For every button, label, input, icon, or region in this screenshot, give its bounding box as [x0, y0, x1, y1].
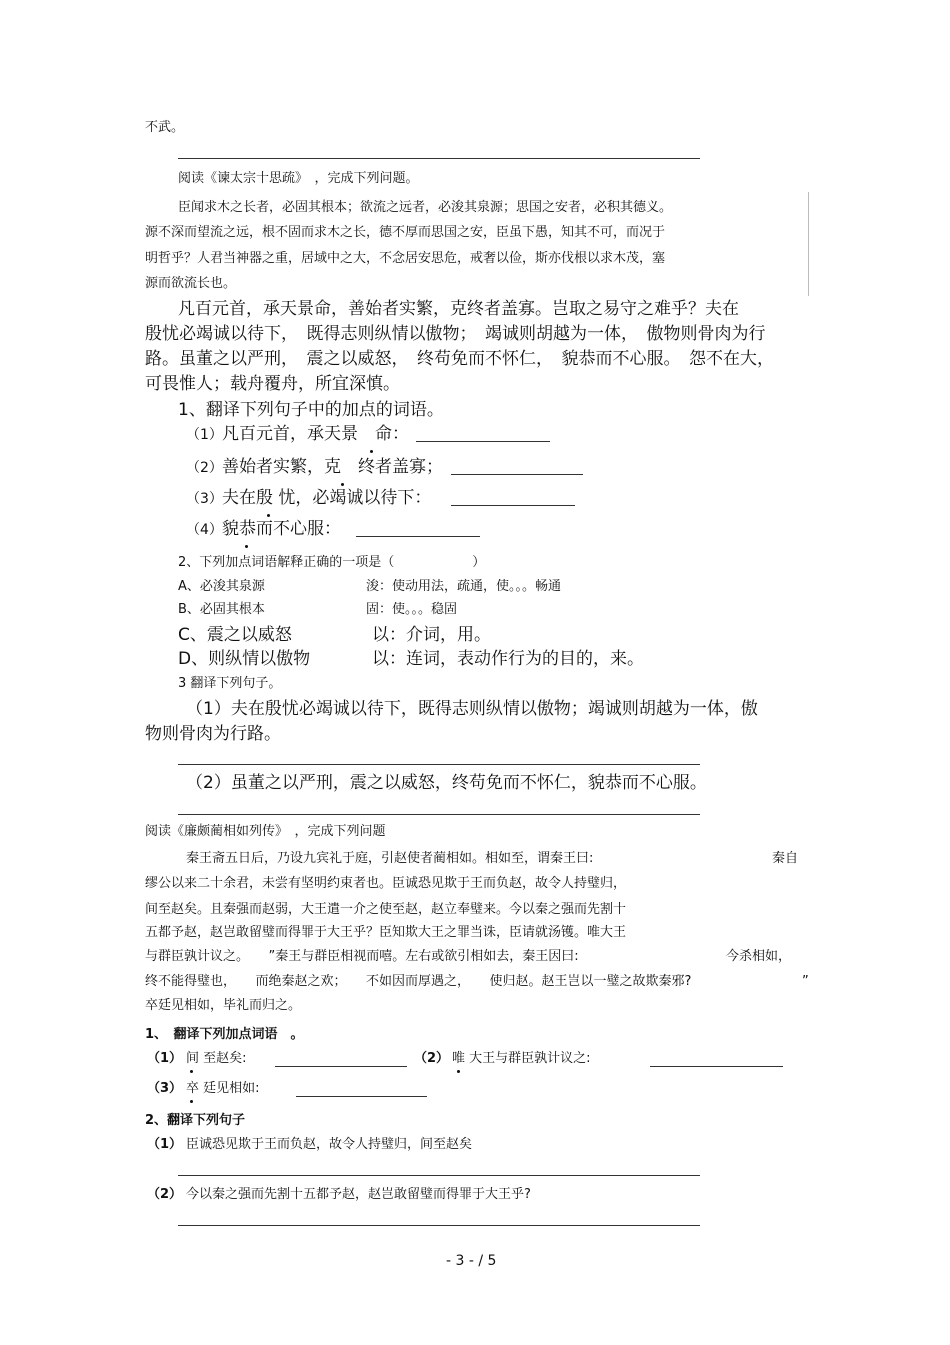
page-number: - 3 - / 5	[446, 1253, 497, 1269]
option-explain: 浚：使动用法，疏通，使。。。畅通	[366, 579, 562, 594]
emphasis-dot	[267, 514, 270, 517]
question-title: 2、翻译下列句子	[145, 1113, 246, 1128]
passage2-line: 与群臣孰计议之。 ”秦王与群臣相视而嘻。左右或欲引相如去，秦王因曰:	[145, 949, 579, 964]
passage1-small-line: 源不深而望流之远，根不固而求木之长，德不厚而思国之安，臣虽下愚，知其不可，而况于	[145, 225, 666, 240]
question-item: 臣诚恐见欺于王而负赵，故令人持璧归，间至赵矣	[186, 1137, 473, 1152]
question-item: 善始者实繁，克 终者盖寡；	[222, 457, 443, 477]
emphasis-dot	[190, 1100, 193, 1103]
emphasis-dot	[190, 1070, 193, 1073]
passage2-intro: 阅读《廉颇蔺相如列传》 ，完成下列问题	[145, 824, 386, 839]
question-item: （2）虽董之以严刑，震之以威怒，终苟免而不怀仁，貌恭而不心服。	[186, 773, 707, 793]
answer-line[interactable]	[178, 814, 700, 815]
passage1-intro: 阅读《谏太宗十思疏》 ，完成下列问题。	[178, 171, 419, 186]
passage1-small-line: 源而欲流长也。	[145, 276, 237, 291]
option-label: B、必固其根本	[178, 602, 265, 617]
option-explain: 固：使。。。稳固	[366, 602, 458, 617]
passage2-line-right: 秦自	[772, 851, 799, 866]
question-item: 今以秦之强而先割十五都予赵，赵岂敢留璧而得罪于大王乎?	[186, 1187, 531, 1202]
answer-line[interactable]	[178, 1175, 700, 1176]
answer-line	[178, 158, 700, 159]
question-number: （2）	[147, 1187, 183, 1202]
carryover-text: 不武。	[145, 120, 185, 135]
question-number: （1）	[147, 1137, 183, 1152]
question-item: （1）夫在殷忧必竭诚以待下，既得志则纵情以傲物；竭诚则胡越为一体，傲	[186, 699, 758, 719]
question-number: （2）	[414, 1051, 450, 1066]
question-item: 唯 大王与群臣孰计议之:	[452, 1051, 591, 1066]
passage2-line: 缪公以来二十余君，未尝有坚明约束者也。臣诚恐见欺于王而负赵，故令人持璧归，	[145, 876, 627, 891]
answer-line[interactable]	[178, 764, 700, 765]
option-label: A、必浚其泉源	[178, 579, 265, 594]
margin-rule	[808, 192, 809, 296]
passage1-large-line: 可畏惟人；载舟覆舟，所宜深慎。	[145, 374, 400, 394]
question-item: 貌恭而不心服：	[222, 519, 341, 539]
question-item: 夫在殷 忧，必竭诚以待下：	[222, 488, 432, 508]
question-title: 1、 翻译下列加点词语 。	[145, 1027, 304, 1042]
passage1-large-line: 路。虽董之以严刑， 震之以威怒， 终苟免而不怀仁， 貌恭而不心服。 怨不在大，	[145, 349, 774, 369]
question-number: （3）	[147, 1081, 183, 1096]
passage2-line: 五都予赵，赵岂敢留璧而得罪于大王乎？臣知欺大王之罪当诛，臣请就汤镬。唯大王	[145, 925, 627, 940]
question-item: 卒 廷见相如:	[186, 1081, 260, 1096]
passage2-line: 终不能得璧也， 而绝秦赵之欢； 不如因而厚遇之， 使归赵。赵王岂以一璧之故欺秦邪?	[145, 974, 692, 989]
passage2-line: 间至赵矣。且秦强而赵弱，大王遣一介之使至赵，赵立奉璧来。今以秦之强而先割十	[145, 902, 627, 917]
passage2-line-right: ”	[802, 974, 809, 989]
option-label: D、则纵情以傲物	[178, 649, 311, 669]
option-explain: 以：连词，表动作行为的目的，来。	[372, 649, 644, 669]
answer-line[interactable]	[178, 1225, 700, 1226]
passage1-large-line: 凡百元首，承天景命，善始者实繁，克终者盖寡。岂取之易守之难乎？夫在	[178, 299, 739, 319]
emphasis-dot	[341, 483, 344, 486]
emphasis-dot	[370, 450, 373, 453]
question-item: 凡百元首，承天景 命：	[222, 424, 409, 444]
question-title: 3 翻译下列句子。	[178, 676, 282, 691]
question-number: （3）	[186, 491, 223, 507]
passage2-line: 秦王斋五日后，乃设九宾礼于庭，引赵使者蔺相如。相如至，谓秦王曰:	[186, 851, 594, 866]
answer-blank[interactable]	[296, 1096, 427, 1097]
question-number: （1）	[147, 1051, 183, 1066]
passage1-small-line: 明哲乎？人君当神器之重，居域中之大，不念居安思危，戒奢以俭，斯亦伐根以求木茂，塞	[145, 251, 666, 266]
answer-blank[interactable]	[416, 441, 550, 442]
passage2-line-right: 今杀相如，	[726, 949, 792, 964]
question-title: 1、翻译下列句子中的加点的词语。	[178, 400, 444, 420]
question-item: 物则骨肉为行路。	[145, 724, 281, 744]
question-item: 间 至赵矣:	[186, 1051, 247, 1066]
answer-blank[interactable]	[356, 536, 480, 537]
question-number: （1）	[186, 427, 223, 443]
passage2-line: 卒廷见相如，毕礼而归之。	[145, 998, 302, 1013]
passage1-small-line: 臣闻求木之长者，必固其根本；欲流之远者，必浚其泉源；思国之安者，必积其德义。	[178, 200, 673, 215]
emphasis-dot	[245, 545, 248, 548]
emphasis-dot	[457, 1070, 460, 1073]
question-number: （2）	[186, 460, 223, 476]
answer-blank[interactable]	[451, 505, 575, 506]
question-title: 2、下列加点词语解释正确的一项是（ ）	[178, 555, 486, 570]
answer-blank[interactable]	[275, 1066, 407, 1067]
option-label: C、震之以威怒	[178, 625, 292, 645]
passage1-large-line: 殷忧必竭诚以待下， 既得志则纵情以傲物； 竭诚则胡越为一体， 傲物则骨肉为行	[145, 324, 766, 344]
option-explain: 以：介词，用。	[372, 625, 491, 645]
answer-blank[interactable]	[451, 474, 583, 475]
question-number: （4）	[186, 522, 223, 538]
answer-blank[interactable]	[650, 1066, 783, 1067]
